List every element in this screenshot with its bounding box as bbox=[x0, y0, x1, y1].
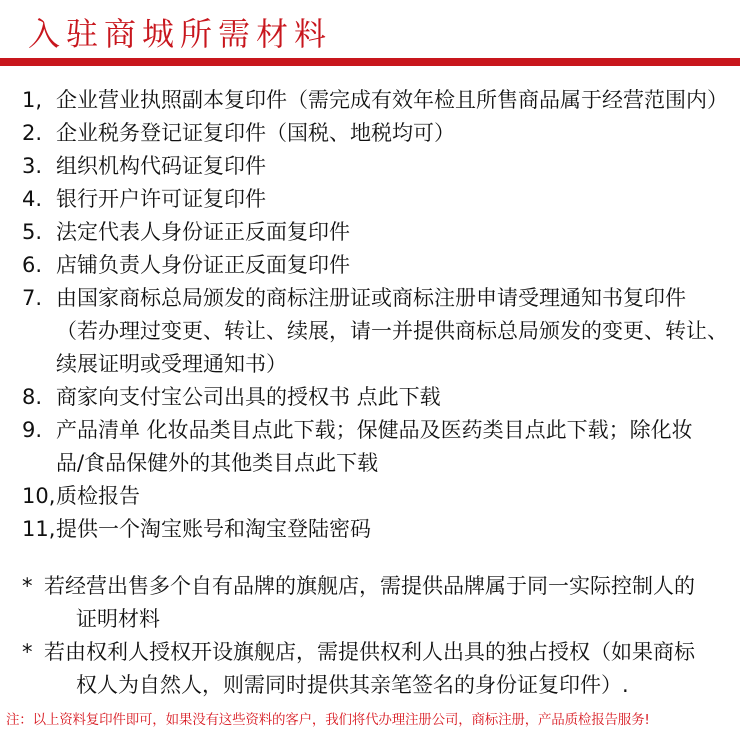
list-item-continuation: 续展证明或受理通知书） bbox=[56, 352, 287, 376]
list-item: 5. 法定代表人身份证正反面复印件 bbox=[22, 220, 350, 244]
asterisk-icon: * bbox=[22, 574, 33, 598]
spacer bbox=[0, 546, 740, 570]
note-continuation: 证明材料 bbox=[76, 607, 160, 631]
list-item-continuation: 品/食品保健外的其他类目点此下载 bbox=[56, 451, 379, 475]
list-item: 11, 提供一个淘宝账号和淘宝登陆密码 bbox=[22, 517, 371, 541]
list-item: 2. 企业税务登记证复印件（国税、地税均可） bbox=[22, 121, 455, 145]
note-item: * 若由权利人授权开设旗舰店，需提供权利人出具的独占授权（如果商标 bbox=[0, 636, 740, 669]
list-item: 9. 产品清单 化妆品类目点此下载；保健品及医药类目点此下载；除化妆 bbox=[22, 418, 693, 442]
title-divider bbox=[0, 58, 740, 66]
list-item: 3. 组织机构代码证复印件 bbox=[22, 154, 266, 178]
list-item: 4. 银行开户许可证复印件 bbox=[22, 187, 266, 211]
page-title: 入驻商城所需材料 bbox=[28, 15, 333, 53]
materials-list bbox=[0, 84, 740, 702]
footer-note: 注：以上资料复印件即可，如果没有这些资料的客户，我们将代办理注册公司，商标注册，产品质检报告服务! bbox=[6, 712, 650, 728]
list-item: 1, 企业营业执照副本复印件（需完成有效年检且所售商品属于经营范围内） bbox=[22, 88, 728, 112]
list-item: 8. 商家向支付宝公司出具的授权书 点此下载 bbox=[22, 385, 441, 409]
list-item: 6. 店铺负责人身份证正反面复印件 bbox=[22, 253, 350, 277]
list-item: 10, 质检报告 bbox=[22, 484, 140, 508]
asterisk-icon: * bbox=[22, 640, 33, 664]
list-item: 7. 由国家商标总局颁发的商标注册证或商标注册申请受理通知书复印件 bbox=[22, 286, 686, 310]
note-item: * 若经营出售多个自有品牌的旗舰店，需提供品牌属于同一实际控制人的 bbox=[0, 570, 740, 603]
note-continuation: 权人为自然人，则需同时提供其亲笔签名的身份证复印件）. bbox=[76, 673, 629, 697]
list-item-continuation: （若办理过变更、转让、续展，请一并提供商标总局颁发的变更、转让、 bbox=[56, 319, 728, 343]
